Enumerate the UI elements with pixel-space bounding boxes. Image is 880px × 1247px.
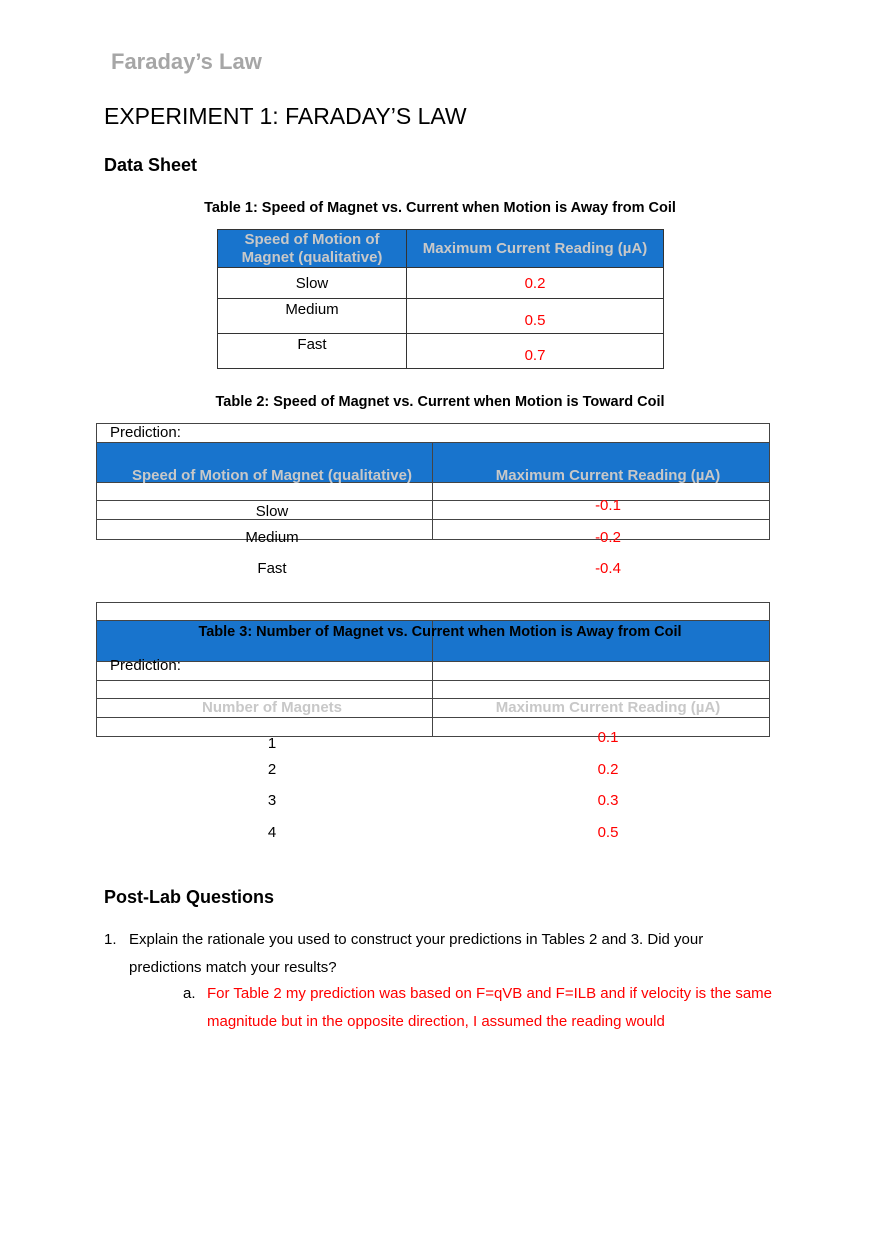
table3 xyxy=(96,602,770,737)
table2 xyxy=(96,423,770,540)
table3-caption: Table 3: Number of Magnet vs. Current when Motion is Away from Coil xyxy=(198,624,682,640)
question-1a-answer: For Table 2 my prediction was based on F=qVB and F=ILB and if velocity is the same magnitude but in the opposite direction, I assumed the reading would xyxy=(207,985,773,1030)
table3-magnets-cell: 2 xyxy=(267,761,277,778)
table2-speed-cell: Fast xyxy=(257,560,287,577)
table3-current-cell: 0.2 xyxy=(597,761,619,778)
post-lab-heading: Post-Lab Questions xyxy=(104,887,275,907)
experiment-title: EXPERIMENT 1: FARADAY’S LAW xyxy=(104,103,467,129)
table-row xyxy=(218,268,664,299)
table3-current-cell: 0.5 xyxy=(597,824,619,841)
table3-col2-header: Maximum Current Reading (µA) xyxy=(495,699,721,716)
table1-col1-header: Speed of Motion of Magnet (qualitative) xyxy=(218,230,407,268)
table2-current-cell: -0.1 xyxy=(595,497,621,514)
table3-current-cell: 0.1 xyxy=(597,729,619,746)
table3-magnets-cell: 1 xyxy=(267,735,277,752)
table1-current-cell: 0.5 xyxy=(407,299,664,334)
table2-caption: Table 2: Speed of Magnet vs. Current when Motion is Toward Coil xyxy=(215,394,665,410)
table3-prediction-label: Prediction: xyxy=(110,657,181,674)
table3-col1-header: Number of Magnets xyxy=(201,699,342,716)
table2-col2-header: Maximum Current Reading (µA) xyxy=(495,467,721,484)
table2-prediction-label: Prediction: xyxy=(110,424,181,441)
data-sheet-heading: Data Sheet xyxy=(104,155,198,175)
table1 xyxy=(217,229,664,369)
table2-current-cell: -0.4 xyxy=(595,560,621,577)
table3-magnets-cell: 3 xyxy=(267,792,277,809)
table2-col1-header: Speed of Motion of Magnet (qualitative) xyxy=(132,467,412,484)
table1-speed-cell: Medium xyxy=(218,299,407,334)
table1-speed-cell: Slow xyxy=(218,268,407,299)
table1-current-cell: 0.2 xyxy=(407,268,664,299)
table3-magnets-cell: 4 xyxy=(267,824,277,841)
table-row xyxy=(218,299,664,334)
table2-speed-cell: Slow xyxy=(255,503,289,520)
table-row xyxy=(218,334,664,369)
table2-speed-cell: Medium xyxy=(245,529,299,546)
table3-current-cell: 0.3 xyxy=(597,792,619,809)
table1-current-cell: 0.7 xyxy=(407,334,664,369)
question-1a-label: a. xyxy=(183,985,196,1002)
question-1-text: Explain the rationale you used to construct your predictions in Tables 2 and 3. Did your predictions match your results? xyxy=(129,931,704,976)
table1-col2-header: Maximum Current Reading (µA) xyxy=(407,230,664,268)
table1-speed-cell: Fast xyxy=(218,334,407,369)
running-header: Faraday’s Law xyxy=(111,49,262,74)
question-1-number: 1. xyxy=(104,931,117,948)
table1-caption: Table 1: Speed of Magnet vs. Current when Motion is Away from Coil xyxy=(204,200,676,216)
table2-current-cell: -0.2 xyxy=(595,529,621,546)
